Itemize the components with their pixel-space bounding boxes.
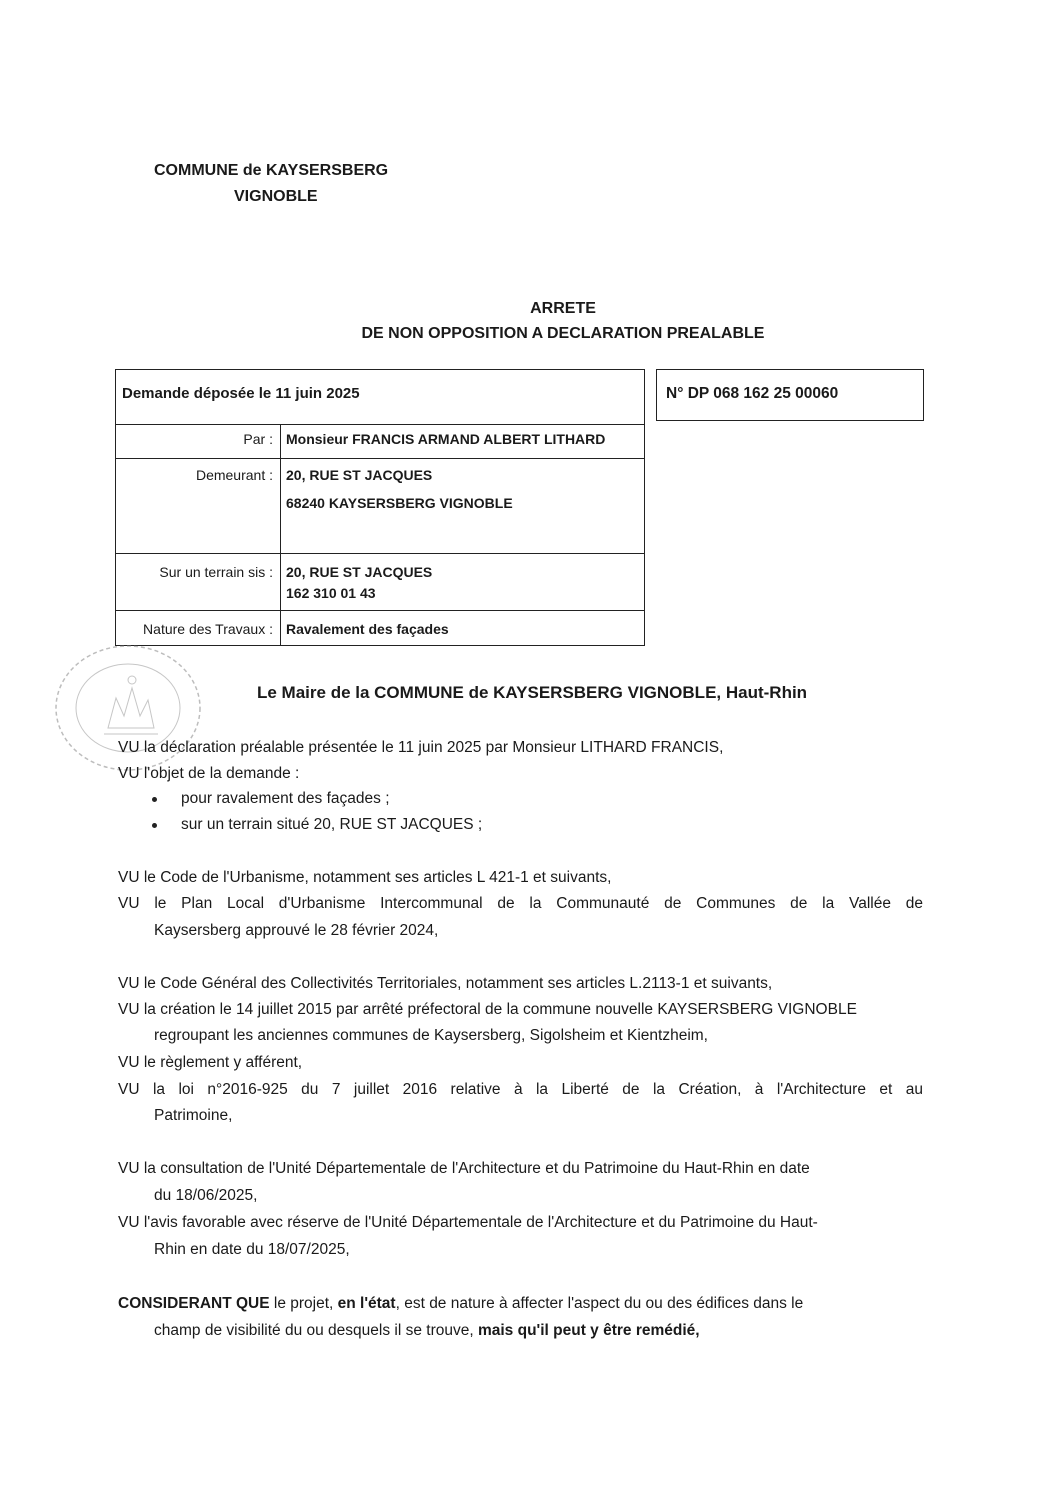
bullet-item: sur un terrain situé 20, RUE ST JACQUES ; [181, 816, 483, 833]
vu-reglement: VU le règlement y afférent, [118, 1054, 303, 1071]
request-table [115, 369, 645, 646]
considerant-line2 [154, 1318, 700, 1344]
address-line2: 68240 KAYSERSBERG VIGNOBLE [286, 495, 513, 511]
considerant-emphasis: mais qu'il peut y être remédié, [477, 1322, 700, 1339]
document-subtitle: DE NON OPPOSITION A DECLARATION PREALABLE [361, 325, 765, 342]
commune-name-line1: COMMUNE de KAYSERSBERG [154, 162, 389, 179]
table-divider [116, 553, 644, 554]
land-parcel: 162 310 01 43 [286, 585, 376, 601]
land-address: 20, RUE ST JACQUES [286, 564, 433, 580]
vu-plu-line1: VU le Plan Local d'Urbanisme Intercommunal de la Communauté de Communes de la Vallée de [118, 895, 923, 912]
vu-request-object: VU l'objet de la demande : [118, 765, 300, 782]
dp-number-box [656, 369, 924, 421]
vu-opinion-line2: Rhin en date du 18/07/2025, [154, 1241, 350, 1258]
address-label: Demeurant : [195, 467, 273, 483]
considerant-line1 [118, 1291, 928, 1317]
bullet-icon [152, 797, 157, 802]
considerant-text: champ de visibilité du ou desquels il se trouve, [154, 1322, 478, 1339]
mayor-heading: Le Maire de la COMMUNE de KAYSERSBERG VIGNOBLE, Haut-Rhin [257, 683, 808, 702]
vu-law-line1: VU la loi n°2016-925 du 7 juillet 2016 relative à la Liberté de la Création, à l'Architecture et au [118, 1081, 923, 1098]
commune-name-line2: VIGNOBLE [234, 188, 318, 205]
table-divider [116, 458, 644, 459]
table-divider [116, 424, 644, 425]
vu-creation-line2: regroupant les anciennes communes de Kaysersberg, Sigolsheim et Kientzheim, [154, 1027, 708, 1044]
bullet-item: pour ravalement des façades ; [181, 790, 390, 807]
vu-urbanism-code: VU le Code de l'Urbanisme, notamment ses articles L 421-1 et suivants, [118, 869, 612, 886]
works-label: Nature des Travaux : [143, 621, 273, 637]
document-title: ARRETE [530, 300, 596, 317]
considerant-text: le projet, [269, 1295, 338, 1312]
vu-opinion-line1: VU l'avis favorable avec réserve de l'Unité Départementale de l'Architecture et du Patrimoine du Haut- [118, 1214, 818, 1231]
deposit-date: Demande déposée le 11 juin 2025 [122, 385, 360, 402]
considerant-emphasis: en l'état [337, 1295, 396, 1312]
owner-label: Par : [243, 431, 273, 447]
table-divider [116, 610, 644, 611]
land-label: Sur un terrain sis : [159, 564, 273, 580]
vu-plu-line2: Kaysersberg approuvé le 28 février 2024, [154, 922, 439, 939]
considerant-label: CONSIDERANT QUE [118, 1295, 270, 1312]
vu-consultation-line2: du 18/06/2025, [154, 1187, 258, 1204]
works-value: Ravalement des façades [286, 621, 449, 637]
vu-consultation-line1: VU la consultation de l'Unité Départementale de l'Architecture et du Patrimoine du Haut-Rhin en date [118, 1160, 810, 1177]
bullet-icon [152, 823, 157, 828]
vu-law-line2: Patrimoine, [154, 1107, 233, 1124]
vu-creation-line1: VU la création le 14 juillet 2015 par arrêté préfectoral de la commune nouvelle KAYSERSBERG VIGNOBLE [118, 1001, 857, 1018]
dp-number: N° DP 068 162 25 00060 [666, 385, 839, 402]
vu-declaration: VU la déclaration préalable présentée le 11 juin 2025 par Monsieur LITHARD FRANCIS, [118, 739, 724, 756]
considerant-text: , est de nature à affecter l'aspect du ou des édifices dans le [395, 1295, 804, 1312]
address-line1: 20, RUE ST JACQUES [286, 467, 433, 483]
owner-value: Monsieur FRANCIS ARMAND ALBERT LITHARD [286, 431, 606, 447]
vu-cgct: VU le Code Général des Collectivités Territoriales, notamment ses articles L.2113-1 et suivants, [118, 975, 773, 992]
